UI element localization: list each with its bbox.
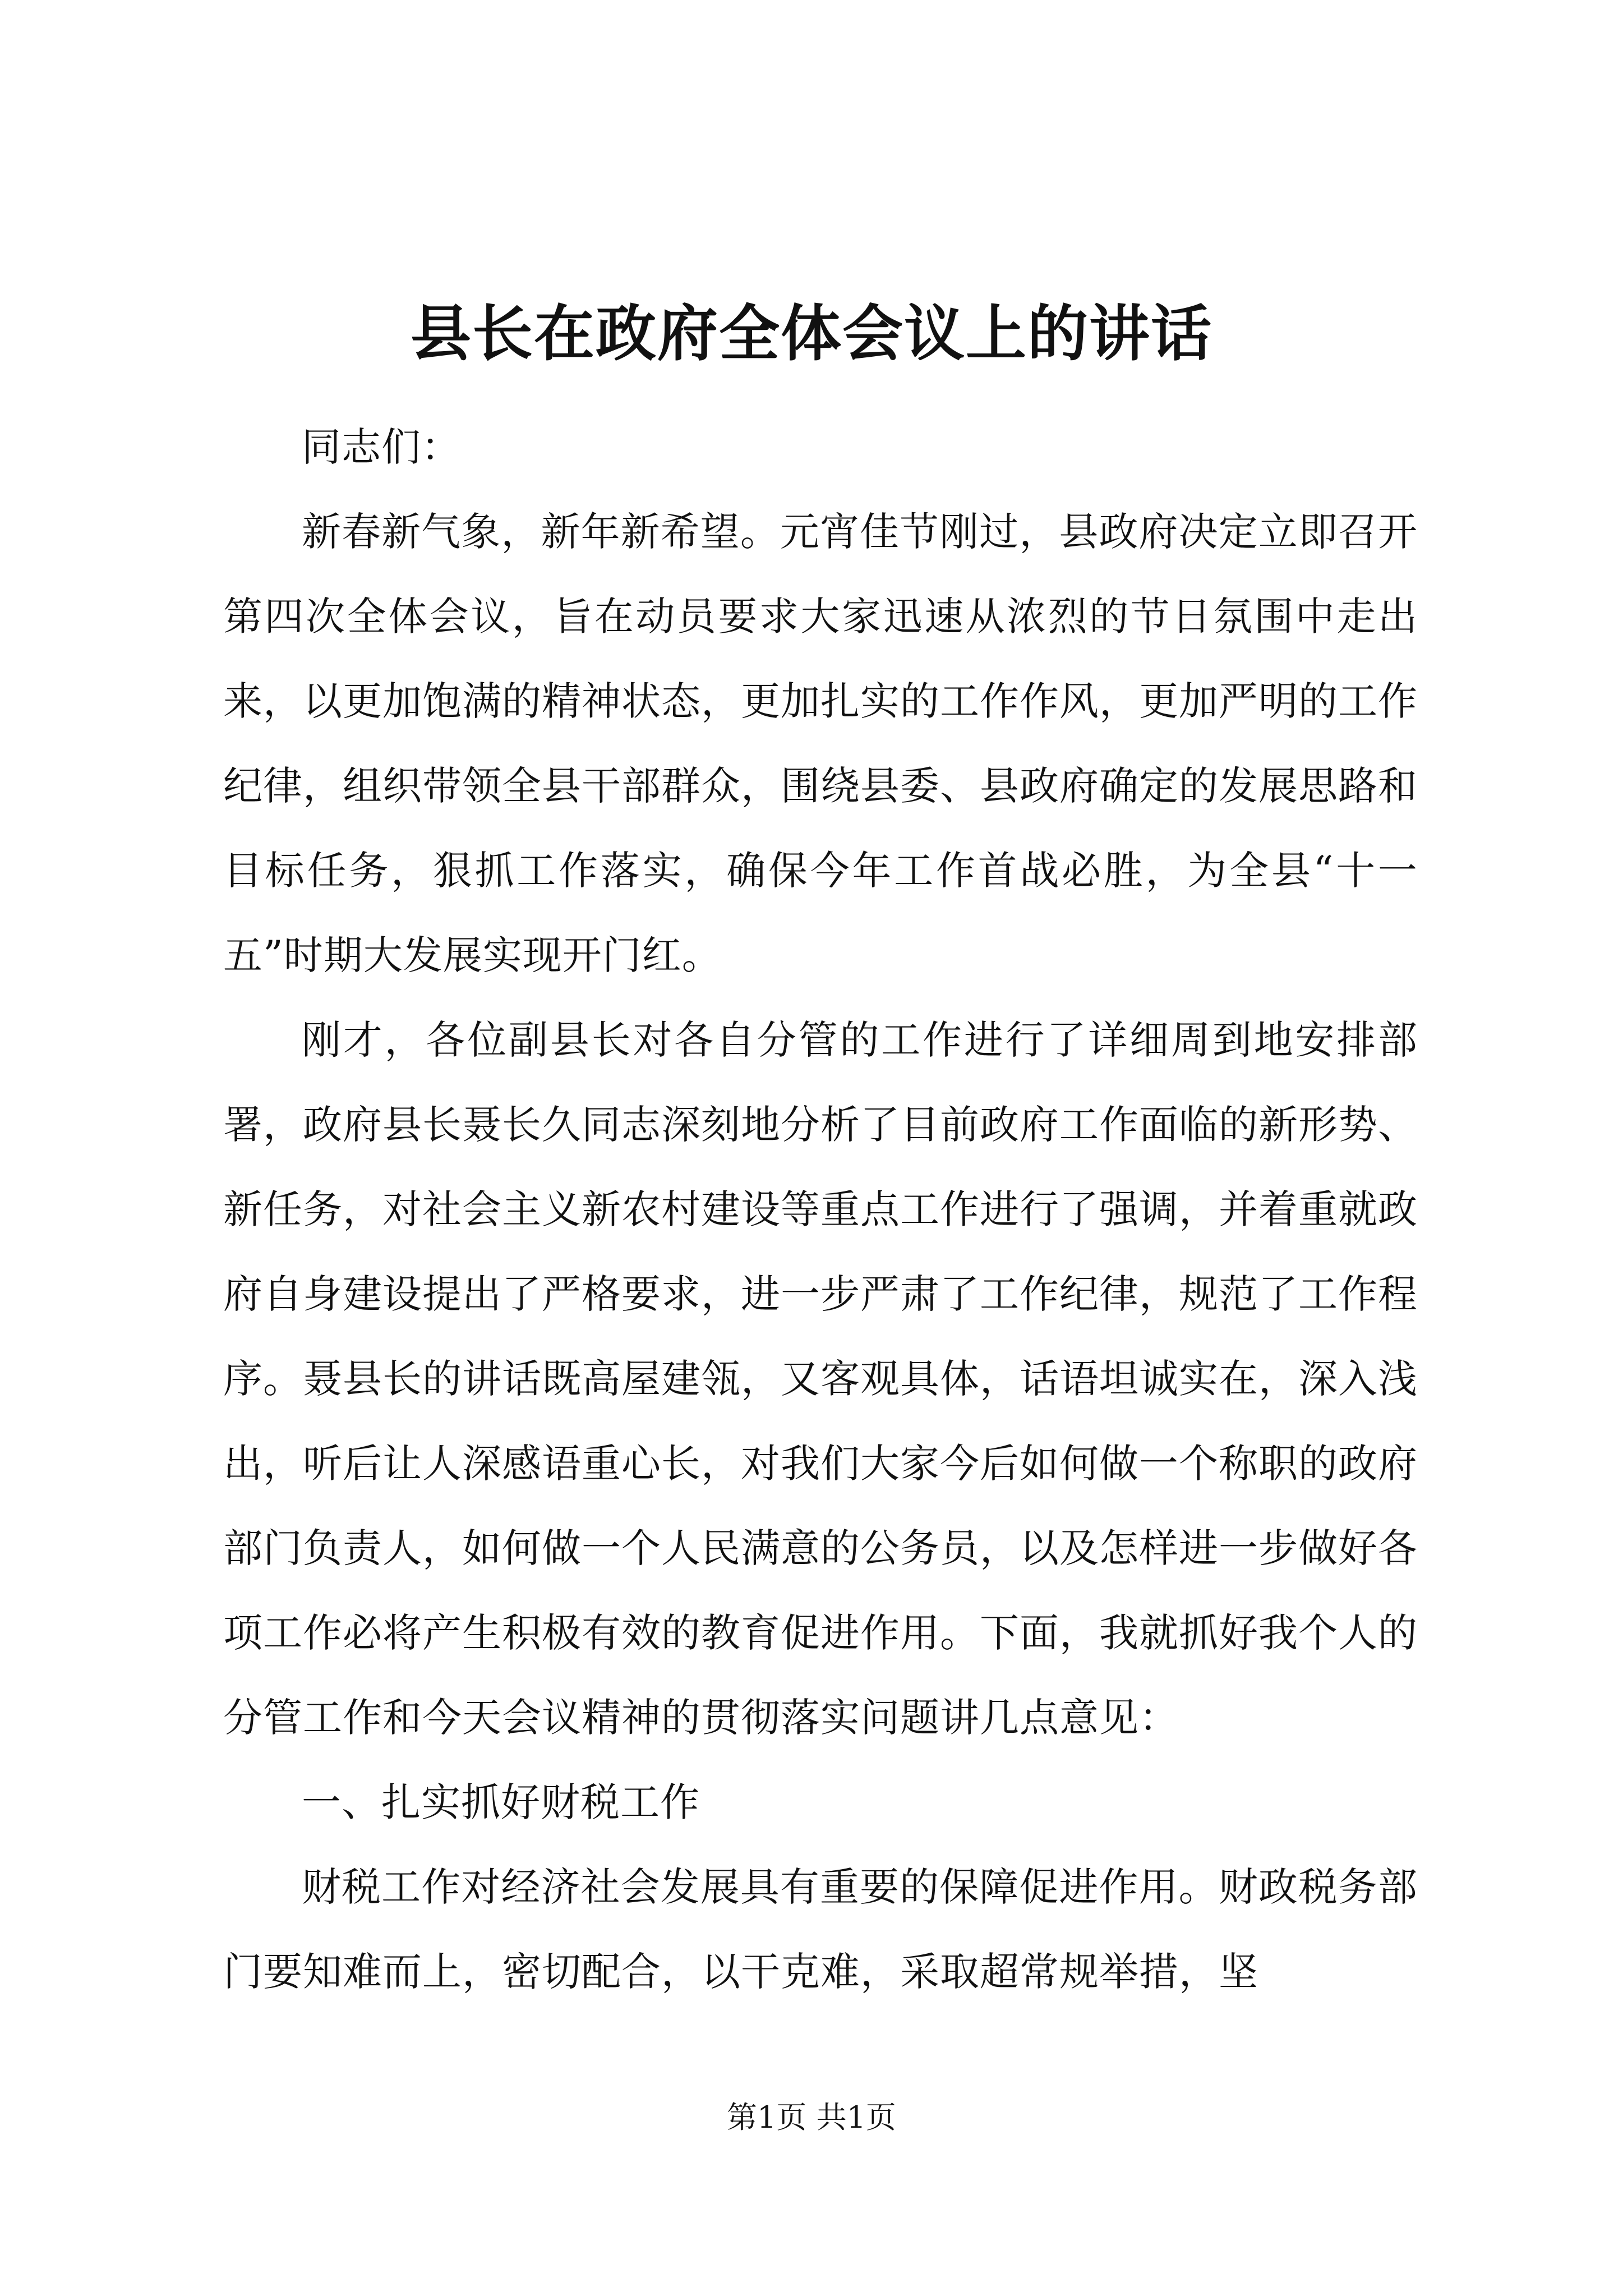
salutation-paragraph: 同志们： xyxy=(302,424,461,470)
body-paragraph: 新春新气象，新年新希望。元宵佳节刚过，县政府决定立即召开第四次全体会议，旨在动员要求大家迅速从浓烈的节日氛围中走出来，以更加饱满的精神状态，更加扎实的工作作风，更加严明的工作纪律，组织带领全县干部群众，围绕县委、县政府确定的发展思路和目标任务，狠抓工作落实，确保今年工作首战必胜，为全县“十一五”时期大发展实现开门红。 xyxy=(223,509,1418,978)
document-body xyxy=(223,405,1418,2014)
section-heading: 一、扎实抓好财税工作 xyxy=(302,1779,700,1825)
page-footer: 第1页 共1页 xyxy=(727,2100,896,2135)
body-paragraph: 刚才，各位副县长对各自分管的工作进行了详细周到地安排部署，政府县长聂长久同志深刻地分析了目前政府工作面临的新形势、新任务，对社会主义新农村建设等重点工作进行了强调，并着重就政府自身建设提出了严格要求，进一步严肃了工作纪律，规范了工作程序。聂县长的讲话既高屋建瓴，又客观具体，话语坦诚实在，深入浅出，听后让人深感语重心长，对我们大家今后如何做一个称职的政府部门负责人，如何做一个人民满意的公务员，以及怎样进一步做好各项工作必将产生积极有效的教育促进作用。下面，我就抓好我个人的分管工作和今天会议精神的贯彻落实问题讲几点意见： xyxy=(223,1017,1418,1741)
body-paragraph: 财税工作对经济社会发展具有重要的保障促进作用。财政税务部门要知难而上，密切配合，以干克难，采取超常规举措，坚 xyxy=(223,1864,1418,1995)
document-title: 县长在政府全体会议上的讲话 xyxy=(410,298,1212,369)
